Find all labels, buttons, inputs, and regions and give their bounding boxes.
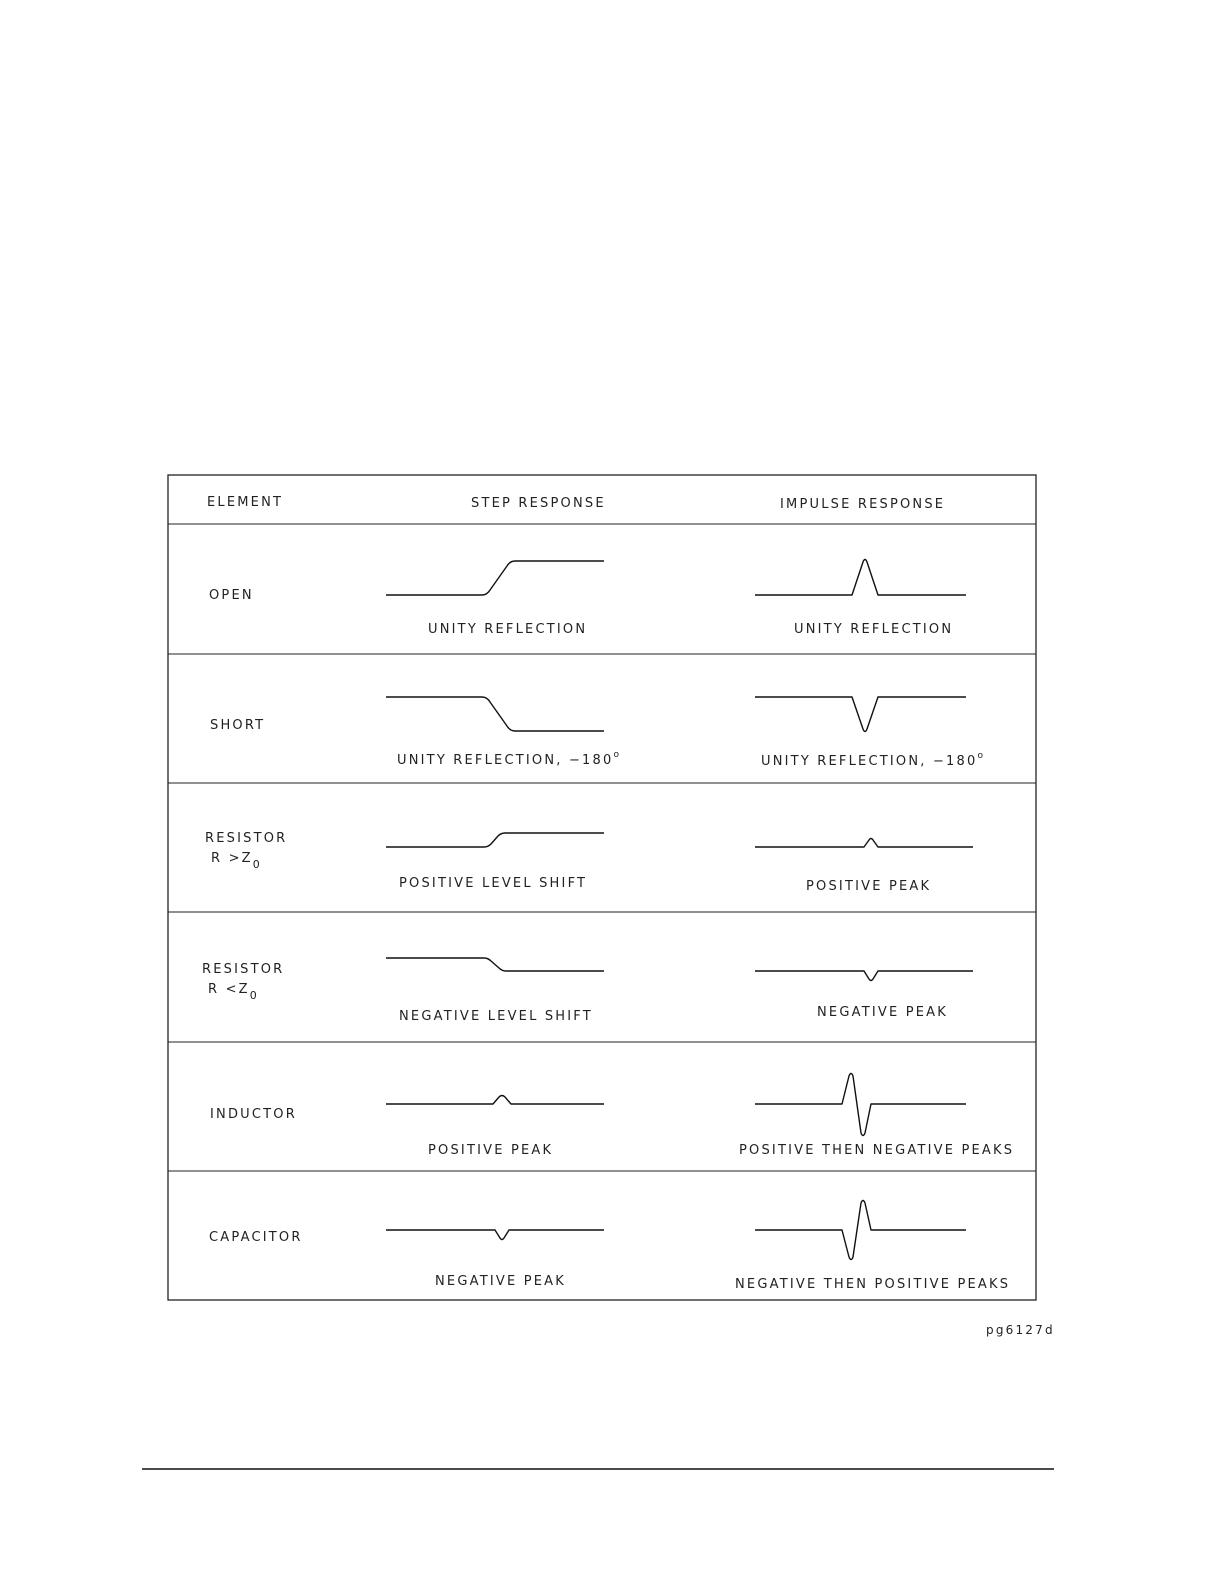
row-element-label: CAPACITOR [209, 1230, 303, 1245]
row-element-label: RESISTOR [205, 831, 288, 846]
row-element-label: OPEN [209, 588, 254, 603]
row-element-label: SHORT [210, 718, 266, 733]
resistor-low-impulse-caption: NEGATIVE PEAK [817, 1005, 948, 1020]
open-impulse-caption: UNITY REFLECTION [794, 622, 954, 637]
resistor-high-impulse-waveform [755, 839, 973, 848]
inductor-step-caption: POSITIVE PEAK [428, 1143, 554, 1158]
row-element-label: RESISTOR [202, 962, 285, 977]
resistor-low-step-waveform [386, 958, 604, 971]
figure-id: pg6127d [986, 1323, 1055, 1337]
resistor-low-impulse-waveform [755, 971, 973, 981]
resistor-low-step-caption: NEGATIVE LEVEL SHIFT [399, 1009, 593, 1024]
inductor-impulse-waveform [755, 1074, 966, 1136]
open-step-waveform [386, 561, 604, 595]
resistor-high-impulse-caption: POSITIVE PEAK [806, 879, 932, 894]
inductor-step-waveform [386, 1096, 604, 1105]
resistor-high-step-waveform [386, 833, 604, 847]
open-step-caption: UNITY REFLECTION [428, 622, 588, 637]
row-element-condition: $R <Z_0$ [208, 982, 257, 1002]
short-step-caption: UNITY REFLECTION, $-180^o$ [397, 750, 619, 768]
capacitor-impulse-caption: NEGATIVE THEN POSITIVE PEAKS [735, 1277, 1011, 1292]
open-impulse-waveform [755, 560, 966, 596]
short-step-waveform [386, 697, 604, 731]
header-step-response: STEP RESPONSE [471, 496, 606, 511]
header-impulse-response: IMPULSE RESPONSE [780, 497, 946, 512]
resistor-high-step-caption: POSITIVE LEVEL SHIFT [399, 876, 588, 891]
inductor-impulse-caption: POSITIVE THEN NEGATIVE PEAKS [739, 1143, 1015, 1158]
row-element-condition: $R >Z_0$ [211, 851, 260, 871]
short-impulse-waveform [755, 697, 966, 732]
row-element-label: INDUCTOR [210, 1107, 297, 1122]
capacitor-step-waveform [386, 1230, 604, 1240]
capacitor-impulse-waveform [755, 1201, 966, 1260]
capacitor-step-caption: NEGATIVE PEAK [435, 1274, 566, 1289]
short-impulse-caption: UNITY REFLECTION, $-180^o$ [761, 751, 983, 769]
header-element: ELEMENT [207, 495, 284, 510]
